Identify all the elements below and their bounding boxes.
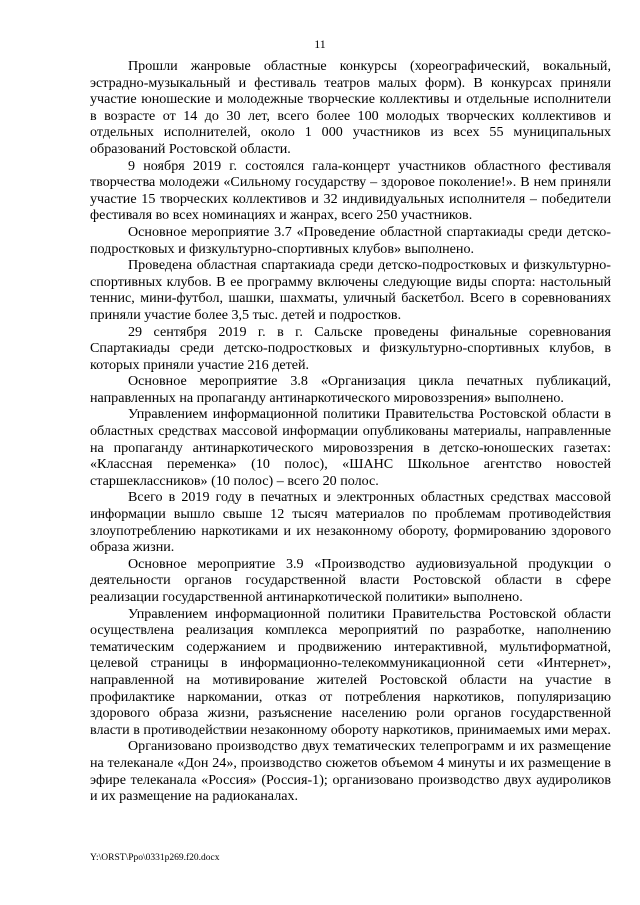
paragraph-media-materials: Всего в 2019 году в печатных и электронных областных средствах массовой информации вышло свыше 12 тысяч материалов по проблемам противодействия злоупотреблению наркотиками и их незаконному обороту, формированию здорового образа жизни.	[90, 489, 611, 556]
paragraph-youth-newspapers: Управлением информационной политики Правительства Ростовской области в областных средствах массовой информации опубликованы материалы, направленные на пропаганду антинаркотического мировоззрения в детско-юношеских газетах: «Классная переменка» (10 полос), «ШАНС Школьное агентство новостей старшеклассников» (10 полос) – всего 20 полос.	[90, 406, 611, 489]
paragraph-gala-concert: 9 ноября 2019 г. состоялся гала-концерт участников областного фестиваля творчества молодежи «Сильному государству – здоровое поколение!». В нем приняли участие 15 творческих коллективов и 32 индивидуальных исполнителя – победители фестиваля во всех номинациях и жанрах, всего 250 участников.	[90, 157, 611, 224]
footer-file-path: Y:\ORST\Ppo\0331p269.f20.docx	[90, 853, 220, 863]
paragraph-salsk-finals: 29 сентября 2019 г. в г. Сальске проведены финальные соревнования Спартакиады среди детско-подростковых и физкультурно-спортивных клубов, в которых приняли участие 216 детей.	[90, 323, 611, 373]
paragraph-measure-3-7: Основное мероприятие 3.7 «Проведение областной спартакиады среди детско-подростковых и физкультурно-спортивных клубов» выполнено.	[90, 223, 611, 257]
paragraph-measure-3-8: Основное мероприятие 3.8 «Организация цикла печатных публикаций, направленных на пропаганду антинаркотического мировоззрения» выполнено.	[90, 373, 611, 406]
paragraph-web-page: Управлением информационной политики Правительства Ростовской области осуществлена реализация комплекса мероприятий по разработке, наполнению тематическим содержанием и продвижению интерактивной, мультиформатной, целевой страницы в информационно-телекоммуникационной сети «Интернет», направленной на мотивирование жителей Ростовской области на участие в профилактике наркомании, отказ от потребления наркотиков, популяризацию здорового образа жизни, разъяснение населению роли органов государственной власти в противодействии незаконному обороту наркотиков, принимаемых ими мерах.	[90, 605, 611, 738]
paragraph-tv-radio: Организовано производство двух тематических телепрограмм и их размещение на телеканале «Дон 24», производство сюжетов объемом 4 минуты и их размещение в эфире телеканала «Россия» (Россия-1); организовано производство двух аудироликов и их размещение на радиоканалах.	[90, 738, 611, 805]
document-body	[90, 58, 611, 805]
paragraph-genre-contests: Прошли жанровые областные конкурсы (хореографический, вокальный, эстрадно-музыкальный и фестиваль театров малых форм). В конкурсах приняли участие юношеские и молодежные творческие коллективы и отдельные исполнители в возрасте от 14 до 30 лет, всего более 100 молодых творческих коллективов и отдельных исполнителей, около 1 000 участников из всех 55 муниципальных образований Ростовской области.	[90, 58, 611, 157]
paragraph-spartakiad: Проведена областная спартакиада среди детско-подростковых и физкультурно-спортивных клубов. В ее программу включены следующие виды спорта: настольный теннис, мини-футбол, шашки, шахматы, уличный баскетбол. Всего в соревнованиях приняли участие более 3,5 тыс. детей и подростков.	[90, 257, 611, 323]
paragraph-measure-3-9: Основное мероприятие 3.9 «Производство аудиовизуальной продукции о деятельности органов государственной власти Ростовской области в сфере реализации государственной антинаркотической политики» выполнено.	[90, 555, 611, 605]
page-number: 11	[314, 37, 326, 51]
